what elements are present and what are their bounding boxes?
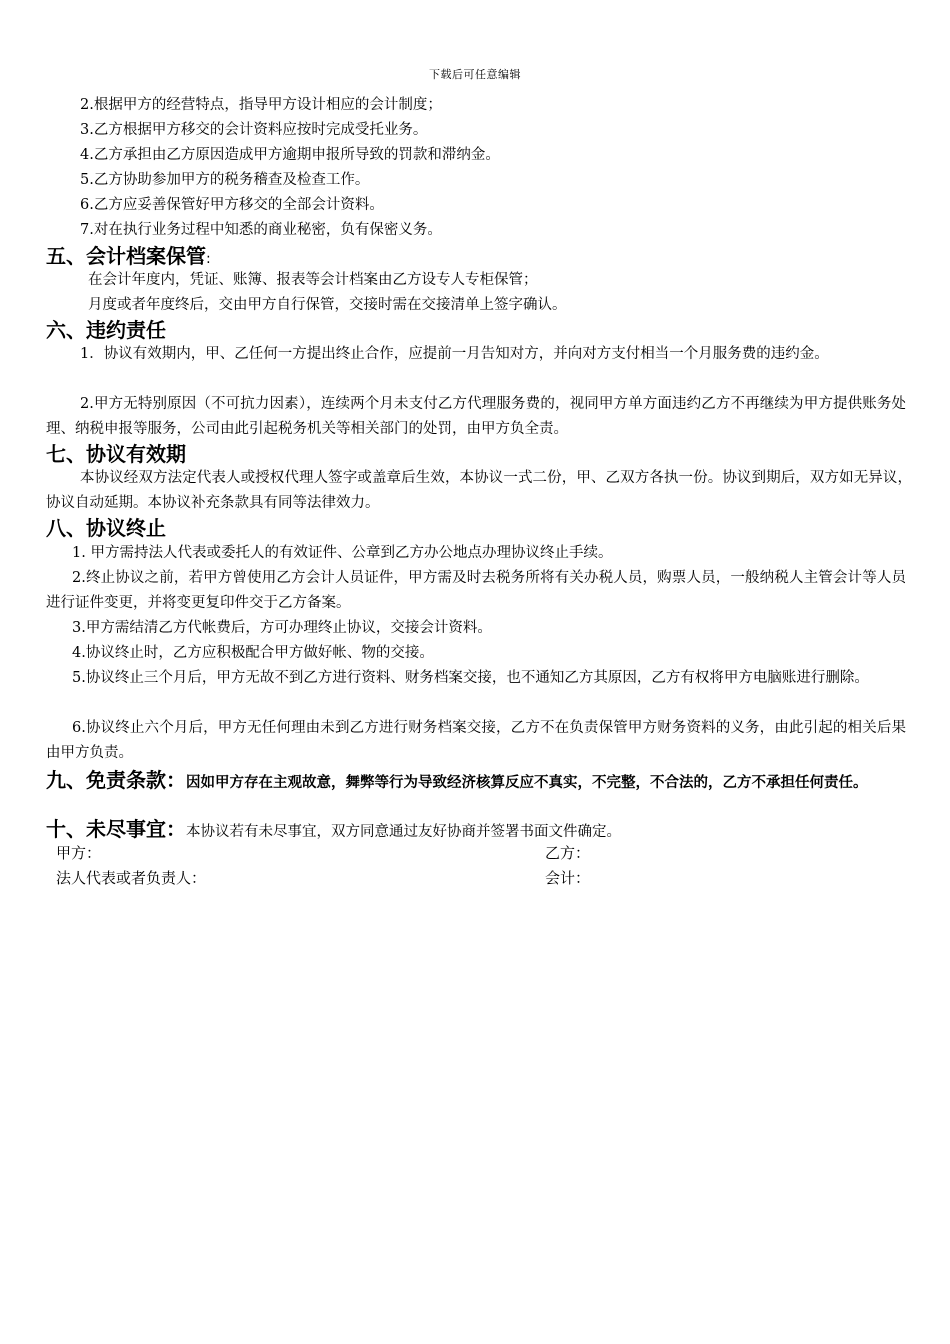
party-b-label: 乙方： <box>545 844 591 862</box>
disclaimer-clause <box>46 768 908 795</box>
header-note: 下载后可任意编辑 <box>429 68 521 81</box>
clause-item: 7.对在执行业务过程中知悉的商业秘密，负有保密义务。 <box>80 222 442 238</box>
clause-paragraph: 4.协议终止时，乙方应积极配合甲方做好帐、物的交接。 <box>72 645 434 661</box>
clause-paragraph: 本协议经双方法定代表人或授权代理人签字或盖章后生效，本协议一式二份，甲、乙双方各执一份。协议到期后，双方如无异议，协议自动延期。本协议补充条款具有同等法律效力。 <box>46 470 912 511</box>
section-heading <box>46 244 211 271</box>
section-heading: 七、协议有效期 <box>46 442 186 466</box>
section-title: 十、未尽事宜： <box>46 817 186 841</box>
clause-paragraph: 5.协议终止三个月后，甲方无故不到乙方进行资料、财务档案交接，也不通知乙方其原因，乙方有权将甲方电脑账进行删除。 <box>72 670 869 686</box>
clause-paragraph: 1．协议有效期内，甲、乙任何一方提出终止合作，应提前一月告知对方，并向对方支付相当一个月服务费的违约金。 <box>80 346 829 362</box>
party-a-label: 甲方： <box>56 844 102 862</box>
misc-clause <box>46 817 908 844</box>
party-b-rep-label: 会计： <box>545 869 591 887</box>
clause-item: 2.根据甲方的经营特点，指导甲方设计相应的会计制度； <box>80 97 442 113</box>
section-heading: 六、违约责任 <box>46 318 166 342</box>
clause-paragraph: 1. 甲方需持法人代表或委托人的有效证件、公章到乙方办公地点办理协议终止手续。 <box>72 545 613 561</box>
clause-line: 在会计年度内，凭证、账簿、报表等会计档案由乙方设专人专柜保管； <box>88 272 538 288</box>
clause-paragraph: 6.协议终止六个月后，甲方无任何理由未到乙方进行财务档案交接，乙方不在负责保管甲方财务资料的义务，由此引起的相关后果由甲方负责。 <box>46 720 906 761</box>
clause-item: 3.乙方根据甲方移交的会计资料应按时完成受托业务。 <box>80 122 428 138</box>
clause-item: 6.乙方应妥善保管好甲方移交的全部会计资料。 <box>80 197 384 213</box>
section-title: 九、免责条款： <box>46 768 186 792</box>
clause-item: 4.乙方承担由乙方原因造成甲方逾期申报所导致的罚款和滞纳金。 <box>80 147 500 163</box>
clause-item: 5.乙方协助参加甲方的税务稽查及检查工作。 <box>80 172 370 188</box>
clause-paragraph: 3.甲方需结清乙方代帐费后，方可办理终止协议，交接会计资料。 <box>72 620 492 636</box>
party-a-rep-label: 法人代表或者负责人： <box>56 869 207 887</box>
clause-line: 月度或者年度终后，交由甲方自行保管，交接时需在交接清单上签字确认。 <box>88 297 567 313</box>
disclaimer-text: 因如甲方存在主观故意，舞弊等行为导致经济核算反应不真实，不完整，不合法的，乙方不承担任何责任。 <box>186 775 868 791</box>
clause-paragraph: 2.甲方无特别原因（不可抗力因素），连续两个月未支付乙方代理服务费的，视同甲方单方面违约乙方不再继续为甲方提供账务处理、纳税申报等服务，公司由此引起税务机关等相关部门的处罚，由甲方负全责。 <box>46 396 906 437</box>
heading-colon: : <box>206 251 211 267</box>
clause-paragraph: 2.终止协议之前，若甲方曾使用乙方会计人员证件，甲方需及时去税务所将有关办税人员，购票人员，一般纳税人主管会计等人员进行证件变更，并将变更复印件交于乙方备案。 <box>46 570 906 611</box>
misc-text: 本协议若有未尽事宜，双方同意通过友好协商并签署书面文件确定。 <box>186 824 621 840</box>
section-heading: 八、协议终止 <box>46 516 166 540</box>
section-title: 五、会计档案保管 <box>46 244 206 268</box>
